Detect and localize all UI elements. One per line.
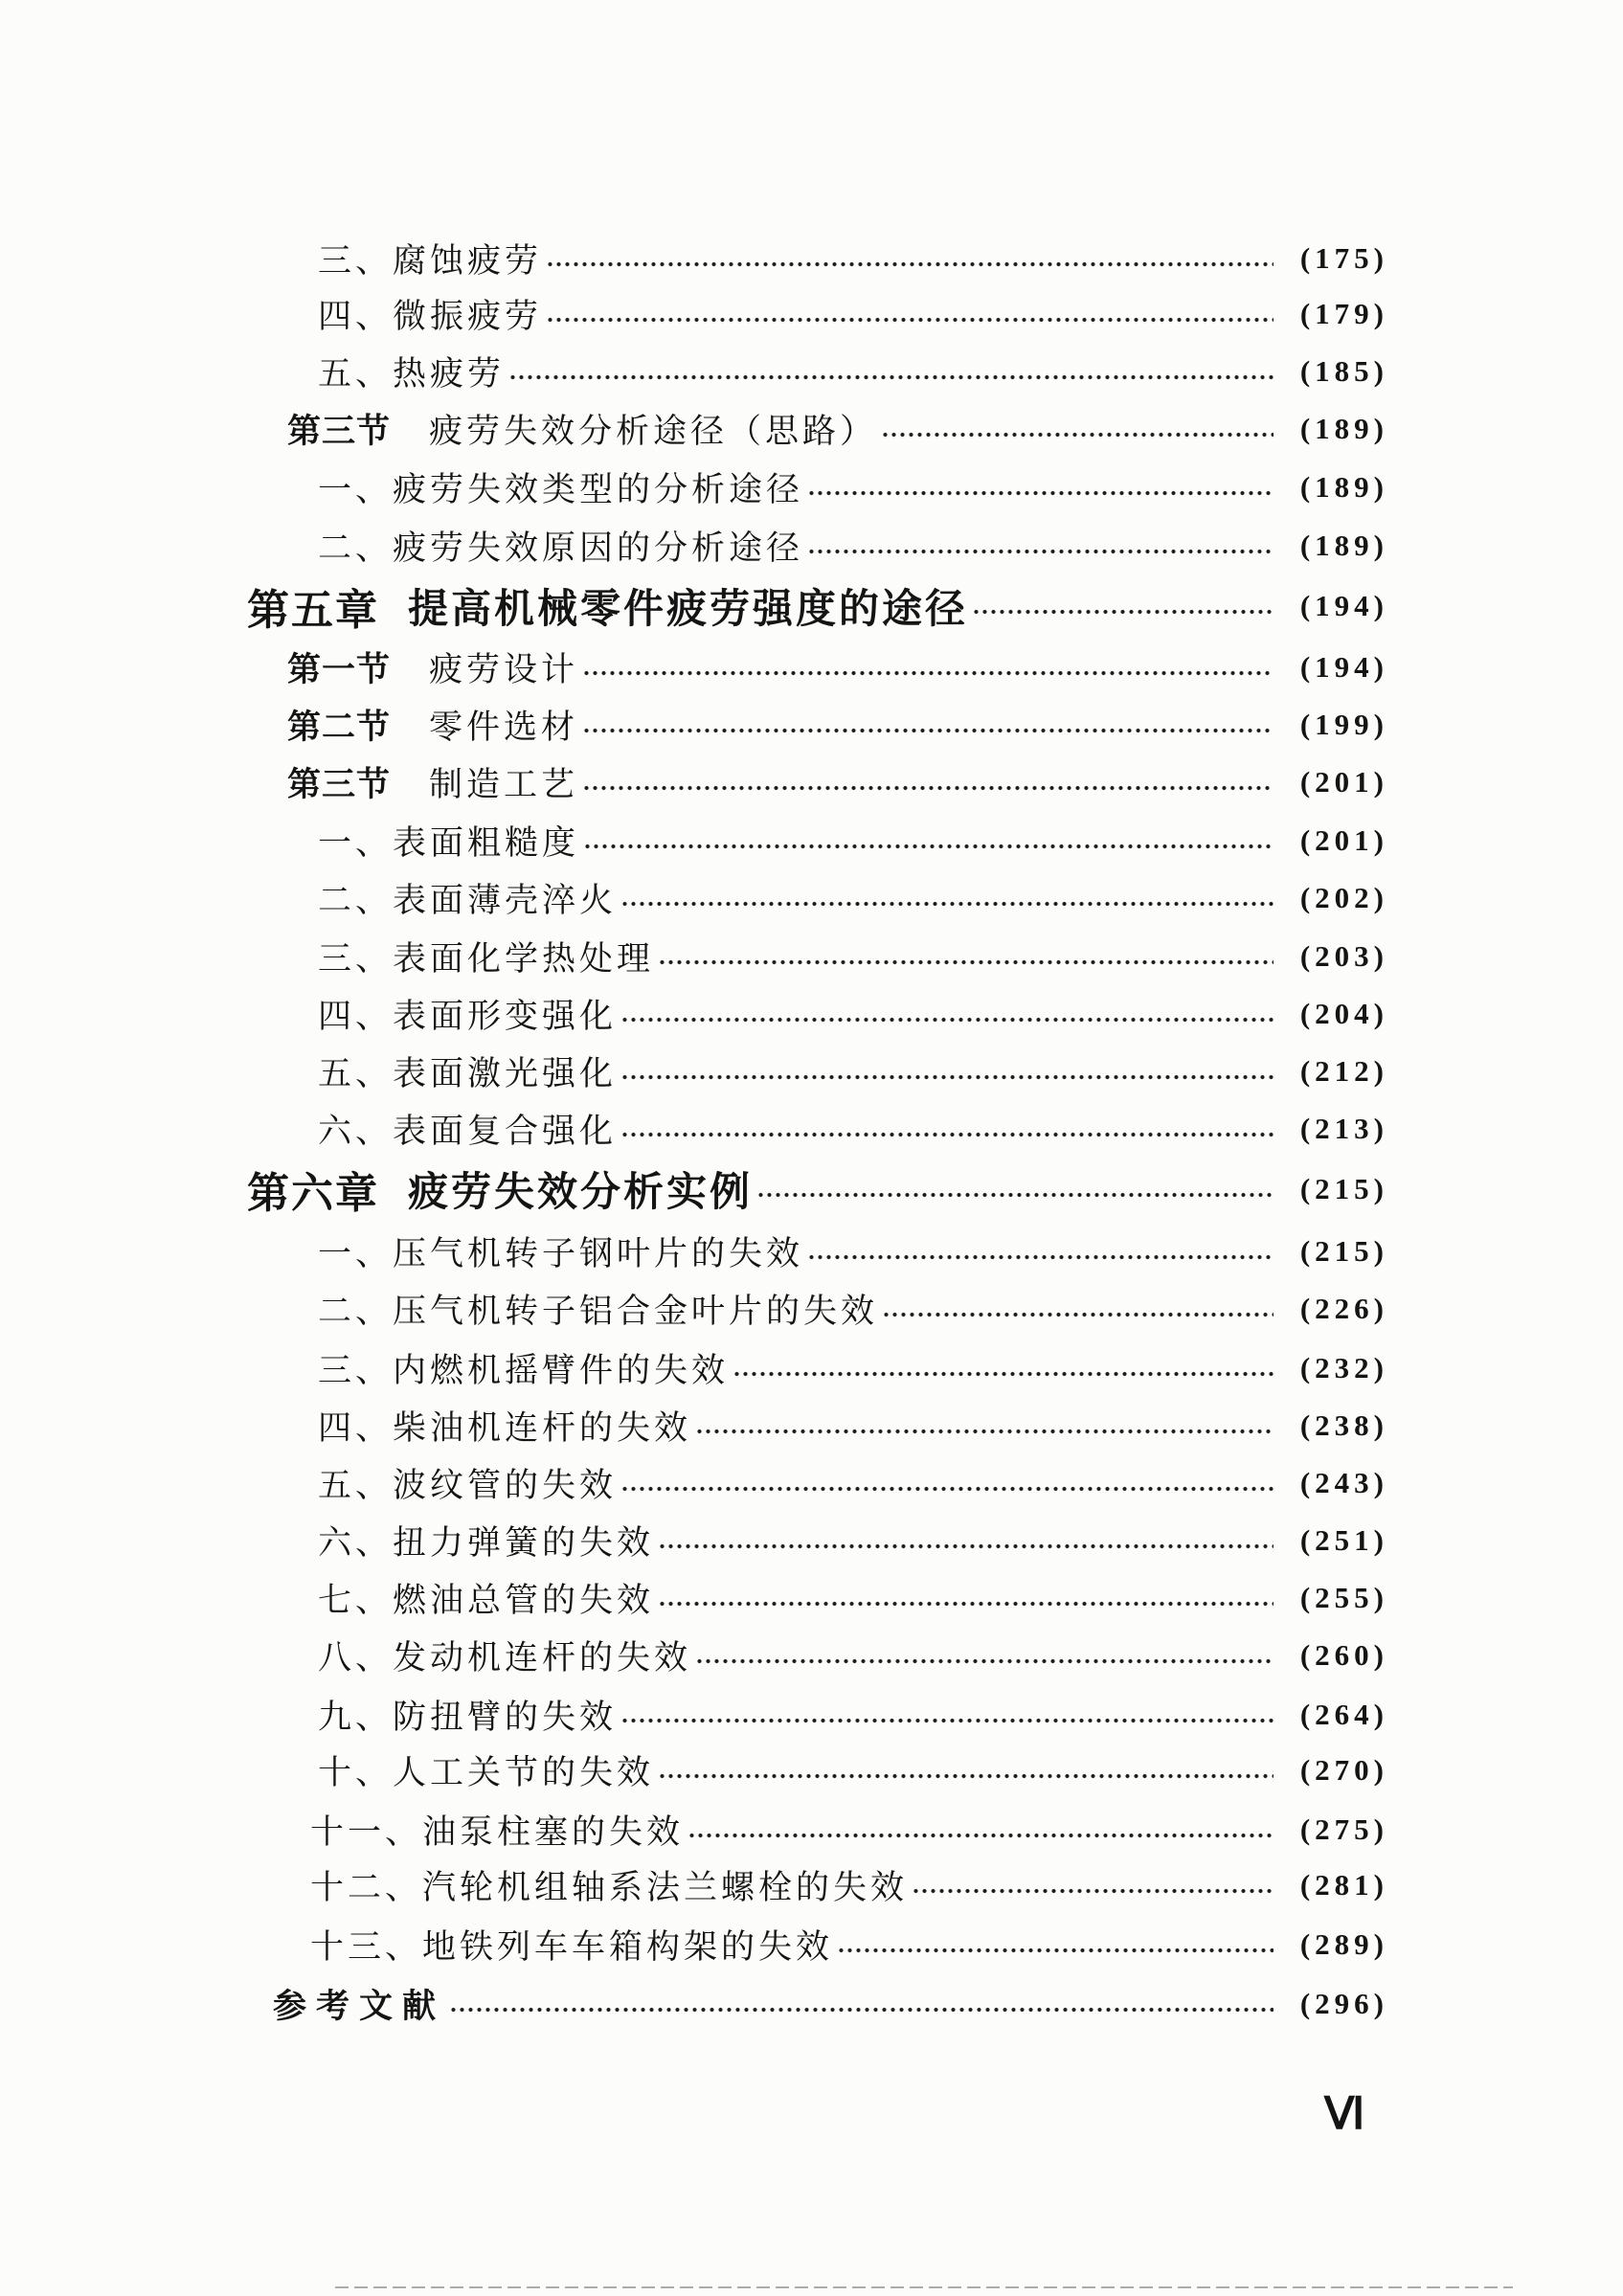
dot-leader (620, 898, 1274, 910)
toc-entry (318, 1402, 1388, 1450)
toc-entry-title: 九、防扭臂的失效 (318, 1699, 618, 1737)
toc-entry-page: (255) (1299, 1581, 1388, 1614)
toc-entry (310, 1806, 1388, 1854)
toc-entry-page: (289) (1299, 1927, 1388, 1961)
dot-leader (882, 1309, 1274, 1320)
toc-entry-page: (201) (1299, 765, 1388, 799)
section-title: 疲劳失效分析途径（思路） (429, 413, 878, 451)
toc-entry (318, 874, 1388, 922)
section-label: 第一节 (287, 650, 392, 689)
dot-leader (807, 546, 1274, 557)
dot-leader (546, 314, 1274, 326)
toc-entry-page: (213) (1299, 1112, 1388, 1145)
toc-chapter-entry (247, 579, 1388, 633)
dot-leader (881, 429, 1274, 440)
toc-entry-page: (194) (1299, 589, 1388, 622)
toc-entry-title: 八、发动机连杆的失效 (318, 1639, 692, 1677)
toc-entry-title: 一、疲劳失效类型的分析途径 (318, 471, 804, 509)
dot-leader (620, 1715, 1274, 1726)
dot-leader (695, 1655, 1274, 1667)
toc-entry-title: 一、表面粗糙度 (318, 824, 580, 863)
toc-entry (318, 1691, 1388, 1739)
toc-entry-page: (189) (1299, 529, 1388, 562)
toc-entry (318, 1632, 1388, 1679)
dot-leader (756, 1189, 1274, 1201)
toc-entry-title: 十三、地铁列车车箱构架的失效 (310, 1928, 834, 1967)
dot-leader (688, 1830, 1274, 1841)
toc-entry-page: (204) (1299, 997, 1388, 1030)
scan-edge-line (335, 2286, 1513, 2288)
chapter-label: 第五章 (247, 586, 379, 635)
toc-entry (318, 1344, 1388, 1392)
dot-leader (546, 259, 1274, 270)
toc-entry-page: (203) (1299, 939, 1388, 973)
toc-entry-page: (201) (1299, 823, 1388, 857)
toc-entry-title: 四、微振疲劳 (318, 298, 543, 336)
toc-entry (318, 1047, 1388, 1095)
toc-entry-page: (232) (1299, 1351, 1388, 1384)
toc-entry-title: 三、腐蚀疲劳 (318, 242, 543, 281)
toc-section-entry (287, 758, 1388, 806)
toc-entry-page: (264) (1299, 1698, 1388, 1731)
toc-entry (318, 1517, 1388, 1564)
toc-entry-page: (175) (1299, 241, 1388, 275)
toc-entry (318, 1746, 1388, 1794)
toc-entry-page: (296) (1299, 1987, 1388, 2020)
toc-entry-page: (275) (1299, 1812, 1388, 1846)
toc-entry-title: 十、人工关节的失效 (318, 1754, 655, 1792)
toc-entry-page: (179) (1299, 297, 1388, 330)
toc-entry-title: 三、内燃机摇臂件的失效 (318, 1352, 730, 1390)
toc-entry-page: (251) (1299, 1523, 1388, 1557)
toc-section-entry (287, 405, 1388, 453)
toc-entry-title: 六、表面复合强化 (318, 1113, 618, 1151)
toc-entry-title: 十二、汽轮机组轴系法兰螺栓的失效 (310, 1869, 909, 1907)
toc-entry-page: (270) (1299, 1753, 1388, 1787)
dot-leader (658, 1770, 1274, 1782)
chapter-title: 提高机械零件疲劳强度的途径 (408, 585, 969, 632)
dot-leader (837, 1945, 1274, 1956)
toc-entry (318, 1105, 1388, 1153)
dot-leader (658, 957, 1274, 968)
toc-entry-title: 二、疲劳失效原因的分析途径 (318, 529, 804, 568)
toc-entry (318, 1227, 1388, 1275)
toc-entry (318, 933, 1388, 980)
dot-leader (583, 841, 1274, 852)
chapter-title: 疲劳失效分析实例 (408, 1168, 754, 1215)
toc-entry-title: 五、波纹管的失效 (318, 1467, 618, 1505)
toc-entry (318, 522, 1388, 570)
toc-entry-page: (215) (1299, 1234, 1388, 1268)
section-label: 第三节 (287, 412, 392, 451)
toc-entry-page: (281) (1299, 1868, 1388, 1902)
dot-leader (658, 1598, 1274, 1609)
dot-leader (972, 606, 1274, 618)
toc-entry-title: 七、燃油总管的失效 (318, 1582, 655, 1620)
dot-leader (508, 371, 1274, 383)
toc-entry-page: (212) (1299, 1054, 1388, 1088)
section-label: 第三节 (287, 765, 392, 804)
toc-entry-title: 五、表面激光强化 (318, 1055, 618, 1093)
toc-entry-title: 二、表面薄壳淬火 (318, 882, 618, 920)
toc-chapter-entry (247, 1162, 1388, 1216)
toc-section-entry (287, 701, 1388, 749)
toc-entry-title: 六、扭力弹簧的失效 (318, 1524, 655, 1563)
section-title: 零件选材 (429, 709, 579, 747)
toc-entry-page: (260) (1299, 1638, 1388, 1672)
toc-entry (318, 1574, 1388, 1622)
dot-leader (807, 487, 1274, 499)
dot-leader (807, 1251, 1274, 1263)
toc-entry (318, 463, 1388, 511)
toc-entry-page: (238) (1299, 1408, 1388, 1442)
dot-leader (620, 1483, 1274, 1495)
toc-entry (310, 1861, 1388, 1909)
dot-leader (449, 2004, 1274, 2015)
toc-entry (318, 990, 1388, 1038)
toc-entry-title: 四、柴油机连杆的失效 (318, 1409, 692, 1448)
toc-entry-page: (199) (1299, 708, 1388, 741)
toc-entry (318, 817, 1388, 865)
toc-entry (318, 235, 1388, 282)
toc-entry-page: (189) (1299, 412, 1388, 445)
toc-entry-page: (185) (1299, 354, 1388, 388)
section-title: 制造工艺 (429, 766, 579, 804)
toc-entry (318, 348, 1388, 395)
toc-entry-title: 二、压气机转子铝合金叶片的失效 (318, 1293, 879, 1331)
toc-entry-title: 三、表面化学热处理 (318, 940, 655, 979)
toc-entry-title: 五、热疲劳 (318, 355, 506, 394)
dot-leader (582, 782, 1274, 794)
toc-entry-page: (243) (1299, 1466, 1388, 1499)
dot-leader (695, 1426, 1274, 1437)
dot-leader (582, 667, 1274, 679)
dot-leader (620, 1129, 1274, 1140)
toc-entry-page: (189) (1299, 470, 1388, 504)
dot-leader (620, 1014, 1274, 1025)
toc-entry-title: 一、压气机转子钢叶片的失效 (318, 1235, 804, 1273)
toc-entry (318, 1459, 1388, 1507)
dot-leader (658, 1541, 1274, 1552)
toc-references-entry (273, 1980, 1388, 2028)
toc-entry (310, 1921, 1388, 1969)
toc-entry-title: 四、表面形变强化 (318, 998, 618, 1036)
dot-leader (912, 1885, 1274, 1897)
page-number: Ⅵ (1324, 2089, 1365, 2138)
toc-entry-page: (226) (1299, 1292, 1388, 1325)
toc-entry (318, 1285, 1388, 1333)
dot-leader (620, 1071, 1274, 1083)
references-title: 参考文献 (273, 1987, 446, 2026)
dot-leader (582, 725, 1274, 736)
toc-section-entry (287, 643, 1388, 691)
toc-entry-page: (194) (1299, 650, 1388, 684)
section-label: 第二节 (287, 708, 392, 747)
toc-entry-page: (215) (1299, 1172, 1388, 1205)
toc-entry-page: (202) (1299, 881, 1388, 914)
toc-entry-title: 十一、油泵柱塞的失效 (310, 1813, 685, 1852)
dot-leader (733, 1368, 1274, 1380)
chapter-label: 第六章 (247, 1169, 379, 1218)
section-title: 疲劳设计 (429, 651, 579, 689)
toc-entry (318, 290, 1388, 338)
